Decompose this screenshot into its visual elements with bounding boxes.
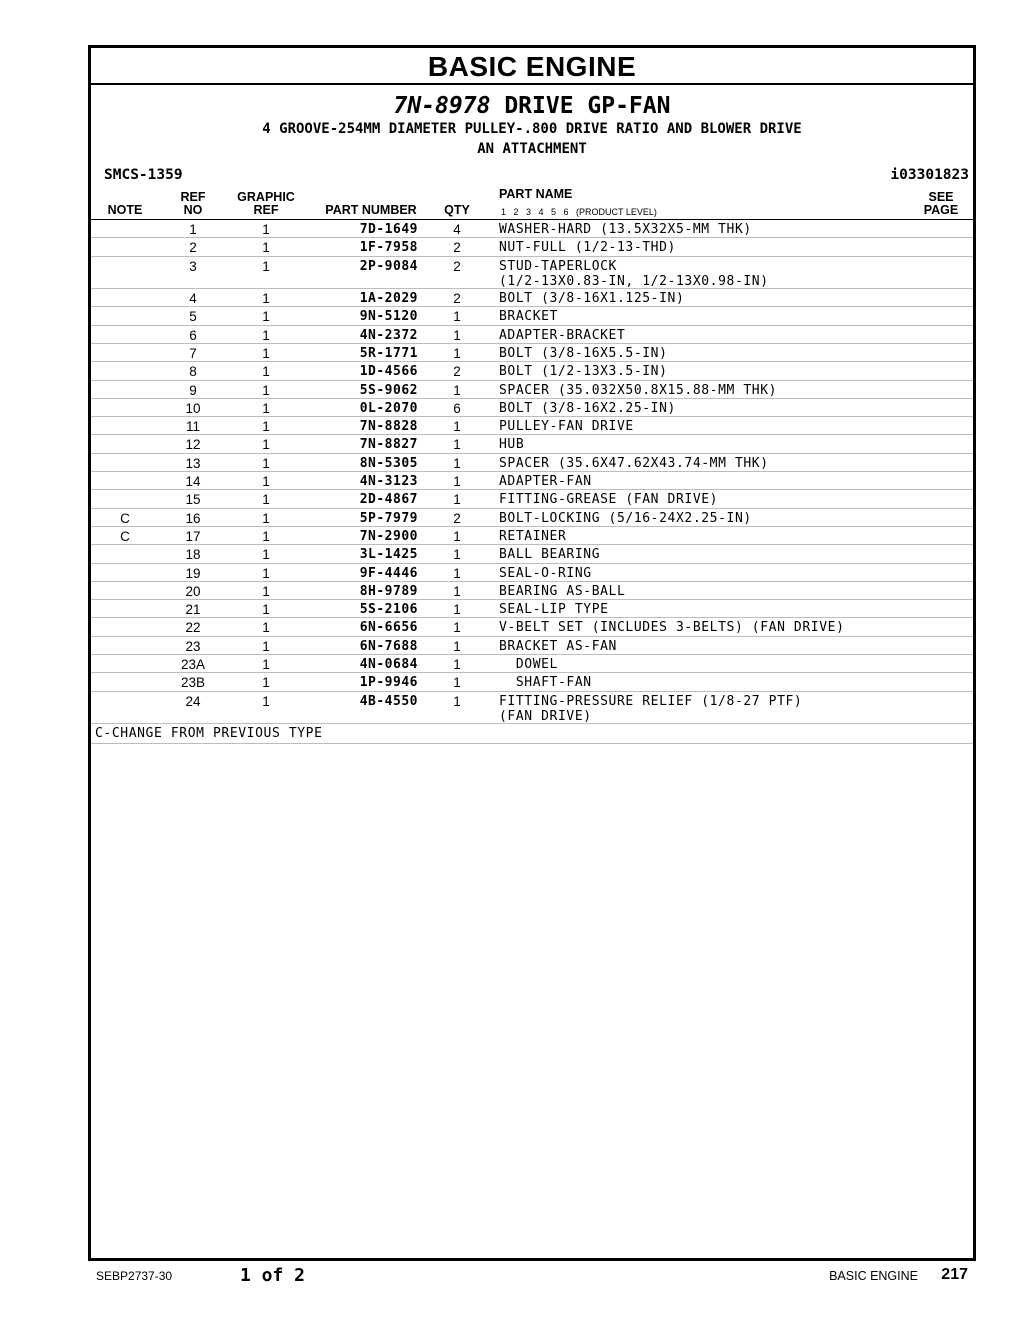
- table-row: [91, 257, 973, 290]
- quantity: 1: [453, 583, 461, 599]
- quantity: 6: [453, 400, 461, 416]
- ref-no: 14: [185, 474, 201, 490]
- quantity: 1: [453, 437, 461, 453]
- table-row: [91, 454, 973, 472]
- quantity: 1: [453, 638, 461, 654]
- assembly-description-line-2: AN ATTACHMENT: [477, 141, 587, 157]
- part-name: BRACKET: [499, 309, 558, 325]
- quantity: 1: [453, 565, 461, 581]
- assembly-description-line-1: 4 GROOVE-254MM DIAMETER PULLEY-.800 DRIVE RATIO AND BLOWER DRIVE: [262, 121, 802, 137]
- smcs-code: SMCS-1359: [104, 167, 183, 183]
- table-row: [91, 692, 973, 725]
- footnote: C-CHANGE FROM PREVIOUS TYPE: [91, 724, 973, 744]
- table-row: [91, 637, 973, 655]
- part-number: 8N-5305: [359, 455, 418, 471]
- table-row: [91, 307, 973, 325]
- ref-no: 22: [185, 620, 201, 636]
- part-number: 9F-4446: [359, 565, 418, 581]
- ref-no: 10: [185, 400, 201, 416]
- part-number: 9N-5120: [359, 309, 418, 325]
- table-row: [91, 399, 973, 417]
- table-row: [91, 600, 973, 618]
- quantity: 1: [453, 602, 461, 618]
- table-row: [91, 344, 973, 362]
- quantity: 1: [453, 675, 461, 691]
- graphic-ref: 1: [262, 675, 270, 691]
- graphic-ref: 1: [262, 565, 270, 581]
- part-number: 5P-7979: [359, 510, 418, 526]
- codes-bar: [91, 165, 973, 189]
- ref-no: 4: [189, 291, 197, 307]
- ref-no: 6: [189, 327, 197, 343]
- table-row: [91, 417, 973, 435]
- table-row: [91, 362, 973, 380]
- part-number: 7D-1649: [359, 222, 418, 237]
- graphic-ref: 1: [262, 657, 270, 673]
- part-number: 7N-8828: [359, 419, 418, 435]
- graphic-ref: 1: [262, 693, 270, 709]
- col-ref-no-bottom: NO: [183, 203, 203, 217]
- table-header: [91, 189, 973, 220]
- col-see-page-top: SEE: [928, 190, 954, 204]
- table-row: [91, 545, 973, 563]
- ref-no: 9: [189, 382, 197, 398]
- part-name: FITTING-PRESSURE RELIEF (1/8-27 PTF) (FAN DRIVE): [499, 693, 803, 724]
- table-row: [91, 527, 973, 545]
- ref-no: 7: [189, 345, 197, 361]
- part-number: 2D-4867: [359, 492, 418, 508]
- part-number: 6N-6656: [359, 620, 418, 636]
- ref-no: 1: [189, 222, 197, 237]
- table-row: [91, 564, 973, 582]
- ref-no: 12: [185, 437, 201, 453]
- table-row: [91, 472, 973, 490]
- parts-list: [91, 220, 973, 724]
- table-row: [91, 509, 973, 527]
- part-number: 1D-4566: [359, 364, 418, 380]
- table-row: [91, 435, 973, 453]
- part-name: V-BELT SET (INCLUDES 3-BELTS) (FAN DRIVE): [499, 620, 845, 636]
- table-row: [91, 381, 973, 399]
- assembly-header: [91, 93, 973, 159]
- ref-no: 23B: [180, 675, 206, 691]
- ref-no: 24: [185, 693, 201, 709]
- ref-no: 15: [185, 492, 201, 508]
- publication-number: SEBP2737-30: [96, 1269, 173, 1283]
- quantity: 1: [453, 657, 461, 673]
- quantity: 1: [453, 419, 461, 435]
- graphic-ref: 1: [262, 309, 270, 325]
- quantity: 1: [453, 382, 461, 398]
- table-row: [91, 289, 973, 307]
- col-qty: QTY: [444, 203, 470, 217]
- ref-no: 20: [185, 583, 201, 599]
- footer-section: BASIC ENGINE: [829, 1269, 918, 1283]
- part-name: BOLT (3/8-16X2.25-IN): [499, 400, 676, 416]
- table-row: [91, 673, 973, 691]
- table-row: [91, 618, 973, 636]
- ref-no: 2: [189, 240, 197, 256]
- col-graphic-ref-top: GRAPHIC: [237, 190, 295, 204]
- graphic-ref: 1: [262, 345, 270, 361]
- graphic-ref: 1: [262, 638, 270, 654]
- graphic-ref: 1: [262, 382, 270, 398]
- quantity: 1: [453, 309, 461, 325]
- table-row: [91, 238, 973, 256]
- part-name: BOLT (1/2-13X3.5-IN): [499, 364, 668, 380]
- part-name: BOLT (3/8-16X5.5-IN): [499, 345, 668, 361]
- ref-no: 3: [189, 258, 197, 274]
- part-number: 4N-2372: [359, 327, 418, 343]
- part-number: 0L-2070: [359, 400, 418, 416]
- quantity: 1: [453, 455, 461, 471]
- graphic-ref: 1: [262, 492, 270, 508]
- part-number: 6N-7688: [359, 638, 418, 654]
- graphic-ref: 1: [262, 291, 270, 307]
- ref-no: 19: [185, 565, 201, 581]
- graphic-ref: 1: [262, 455, 270, 471]
- section-title: BASIC ENGINE: [91, 48, 973, 85]
- parts-page-frame: [88, 45, 976, 1261]
- graphic-ref: 1: [262, 258, 270, 274]
- part-number: 1A-2029: [359, 291, 418, 307]
- graphic-ref: 1: [262, 222, 270, 237]
- part-name: BEARING AS-BALL: [499, 583, 626, 599]
- part-name: BALL BEARING: [499, 547, 601, 563]
- part-name: SHAFT-FAN: [499, 675, 592, 691]
- page-of: 1 of 2: [240, 1265, 306, 1286]
- part-number: 5S-2106: [359, 602, 418, 618]
- ref-no: 23A: [180, 657, 206, 673]
- part-number: 7N-8827: [359, 437, 418, 453]
- assembly-part-number: 7N-8978: [393, 93, 491, 119]
- ref-no: 17: [185, 528, 201, 544]
- quantity: 1: [453, 345, 461, 361]
- graphic-ref: 1: [262, 620, 270, 636]
- quantity: 2: [453, 364, 461, 380]
- graphic-ref: 1: [262, 400, 270, 416]
- part-name: FITTING-GREASE (FAN DRIVE): [499, 492, 719, 508]
- graphic-ref: 1: [262, 547, 270, 563]
- document-id: i03301823: [890, 167, 969, 183]
- part-name: PULLEY-FAN DRIVE: [499, 419, 634, 435]
- part-name: HUB: [499, 437, 525, 453]
- part-name: SEAL-LIP TYPE: [499, 602, 609, 618]
- part-number: 5S-9062: [359, 382, 418, 398]
- part-number: 3L-1425: [359, 547, 418, 563]
- quantity: 1: [453, 327, 461, 343]
- graphic-ref: 1: [262, 510, 270, 526]
- graphic-ref: 1: [262, 602, 270, 618]
- col-graphic-ref-bottom: REF: [253, 203, 279, 217]
- part-number: 5R-1771: [359, 345, 418, 361]
- quantity: 2: [453, 240, 461, 256]
- ref-no: 16: [185, 510, 201, 526]
- graphic-ref: 1: [262, 437, 270, 453]
- quantity: 2: [453, 258, 461, 274]
- graphic-ref: 1: [262, 364, 270, 380]
- part-number: 1F-7958: [359, 240, 418, 256]
- col-ref-no-top: REF: [180, 190, 206, 204]
- part-name: RETAINER: [499, 528, 567, 544]
- col-see-page-bottom: PAGE: [923, 203, 959, 217]
- ref-no: 18: [185, 547, 201, 563]
- col-part-number: PART NUMBER: [325, 203, 417, 217]
- quantity: 2: [453, 291, 461, 307]
- part-name: ADAPTER-BRACKET: [499, 327, 626, 343]
- part-name: NUT-FULL (1/2-13-THD): [499, 240, 676, 256]
- part-number: 4N-3123: [359, 474, 418, 490]
- part-number: 1P-9946: [359, 675, 418, 691]
- ref-no: 5: [189, 309, 197, 325]
- quantity: 1: [453, 547, 461, 563]
- part-name: STUD-TAPERLOCK (1/2-13X0.83-IN, 1/2-13X0.98-IN): [499, 258, 769, 289]
- ref-no: 23: [185, 638, 201, 654]
- graphic-ref: 1: [262, 528, 270, 544]
- quantity: 1: [453, 474, 461, 490]
- graphic-ref: 1: [262, 474, 270, 490]
- part-name: SPACER (35.6X47.62X43.74-MM THK): [499, 455, 769, 471]
- quantity: 4: [453, 222, 461, 237]
- part-name: BOLT-LOCKING (5/16-24X2.25-IN): [499, 510, 752, 526]
- col-product-levels: 1 2 3 4 5 6 (PRODUCT LEVEL): [501, 207, 657, 217]
- part-name: ADAPTER-FAN: [499, 474, 592, 490]
- part-number: 4N-0684: [359, 657, 418, 673]
- graphic-ref: 1: [262, 583, 270, 599]
- page-footer: [0, 1265, 1020, 1289]
- table-row: [91, 490, 973, 508]
- part-name: SEAL-O-RING: [499, 565, 592, 581]
- ref-no: 21: [185, 602, 201, 618]
- part-name: SPACER (35.032X50.8X15.88-MM THK): [499, 382, 778, 398]
- table-row: [91, 326, 973, 344]
- ref-no: 13: [185, 455, 201, 471]
- table-row: [91, 582, 973, 600]
- part-name: BOLT (3/8-16X1.125-IN): [499, 291, 685, 307]
- ref-no: 8: [189, 364, 197, 380]
- part-name: WASHER-HARD (13.5X32X5-MM THK): [499, 222, 752, 237]
- part-note: C: [120, 528, 130, 544]
- quantity: 1: [453, 693, 461, 709]
- part-name: BRACKET AS-FAN: [499, 638, 617, 654]
- part-note: C: [120, 510, 130, 526]
- ref-no: 11: [185, 419, 200, 435]
- table-row: [91, 655, 973, 673]
- part-name: DOWEL: [499, 657, 558, 673]
- col-note: NOTE: [107, 203, 143, 217]
- page-number: 217: [941, 1266, 968, 1283]
- part-number: 8H-9789: [359, 583, 418, 599]
- graphic-ref: 1: [262, 419, 270, 435]
- table-row: [91, 220, 973, 238]
- quantity: 2: [453, 510, 461, 526]
- col-part-name: PART NAME: [499, 187, 573, 201]
- part-number: 2P-9084: [359, 258, 418, 274]
- quantity: 1: [453, 620, 461, 636]
- part-number: 4B-4550: [359, 693, 418, 709]
- quantity: 1: [453, 528, 461, 544]
- part-number: 7N-2900: [359, 528, 418, 544]
- graphic-ref: 1: [262, 240, 270, 256]
- assembly-name: DRIVE GP-FAN: [504, 93, 671, 119]
- quantity: 1: [453, 492, 461, 508]
- graphic-ref: 1: [262, 327, 270, 343]
- assembly-title: [91, 93, 973, 119]
